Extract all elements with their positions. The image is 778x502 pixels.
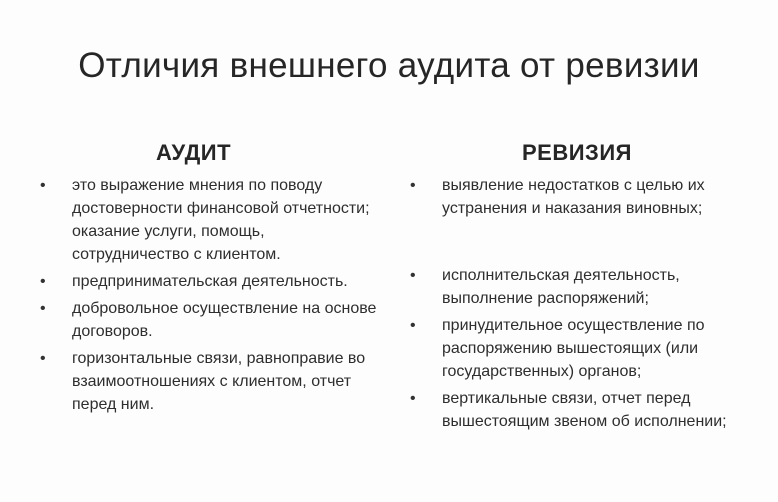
bullet-icon: • [410, 177, 416, 194]
audit-item-text: это выражение мнения по поводу достоверности финансовой отчетности; оказание услуги, помощь, сотрудничество с клиентом. [72, 177, 370, 263]
revision-heading: РЕВИЗИЯ [522, 140, 632, 165]
audit-item-text: добровольное осуществление на основе договоров. [72, 300, 377, 340]
audit-item [38, 174, 378, 266]
revision-item [408, 174, 768, 220]
bullet-icon: • [40, 273, 46, 290]
revision-item [408, 387, 768, 433]
bullet-icon: • [410, 390, 416, 407]
revision-item-text: выявление недостатков с целью их устранения и наказания виновных; [442, 177, 705, 217]
revision-item [408, 264, 768, 310]
bullet-icon: • [40, 350, 46, 367]
revision-item-text: принудительное осуществление по распоряжению вышестоящих (или государственных) органов; [442, 317, 705, 380]
audit-item [38, 270, 378, 293]
audit-item-text: горизонтальные связи, равноправие во взаимоотношениях с клиентом, отчет перед ним. [72, 350, 366, 413]
revision-item [408, 314, 768, 383]
audit-item-text: предпринимательская деятельность. [72, 273, 348, 290]
audit-item [38, 347, 378, 416]
bullet-icon: • [40, 177, 46, 194]
audit-heading: АУДИТ [156, 140, 232, 165]
slide-title: Отличия внешнего аудита от ревизии [78, 46, 700, 85]
bullet-icon: • [410, 267, 416, 284]
revision-column [408, 140, 768, 437]
audit-item [38, 297, 378, 343]
audit-list [38, 174, 378, 416]
bullet-icon: • [40, 300, 46, 317]
revision-list [408, 174, 768, 433]
audit-column [38, 140, 378, 420]
revision-item-text: исполнительская деятельность, выполнение распоряжений; [442, 267, 680, 307]
bullet-icon: • [410, 317, 416, 334]
revision-item-text: вертикальные связи, отчет перед вышестоящим звеном об исполнении; [442, 390, 727, 430]
